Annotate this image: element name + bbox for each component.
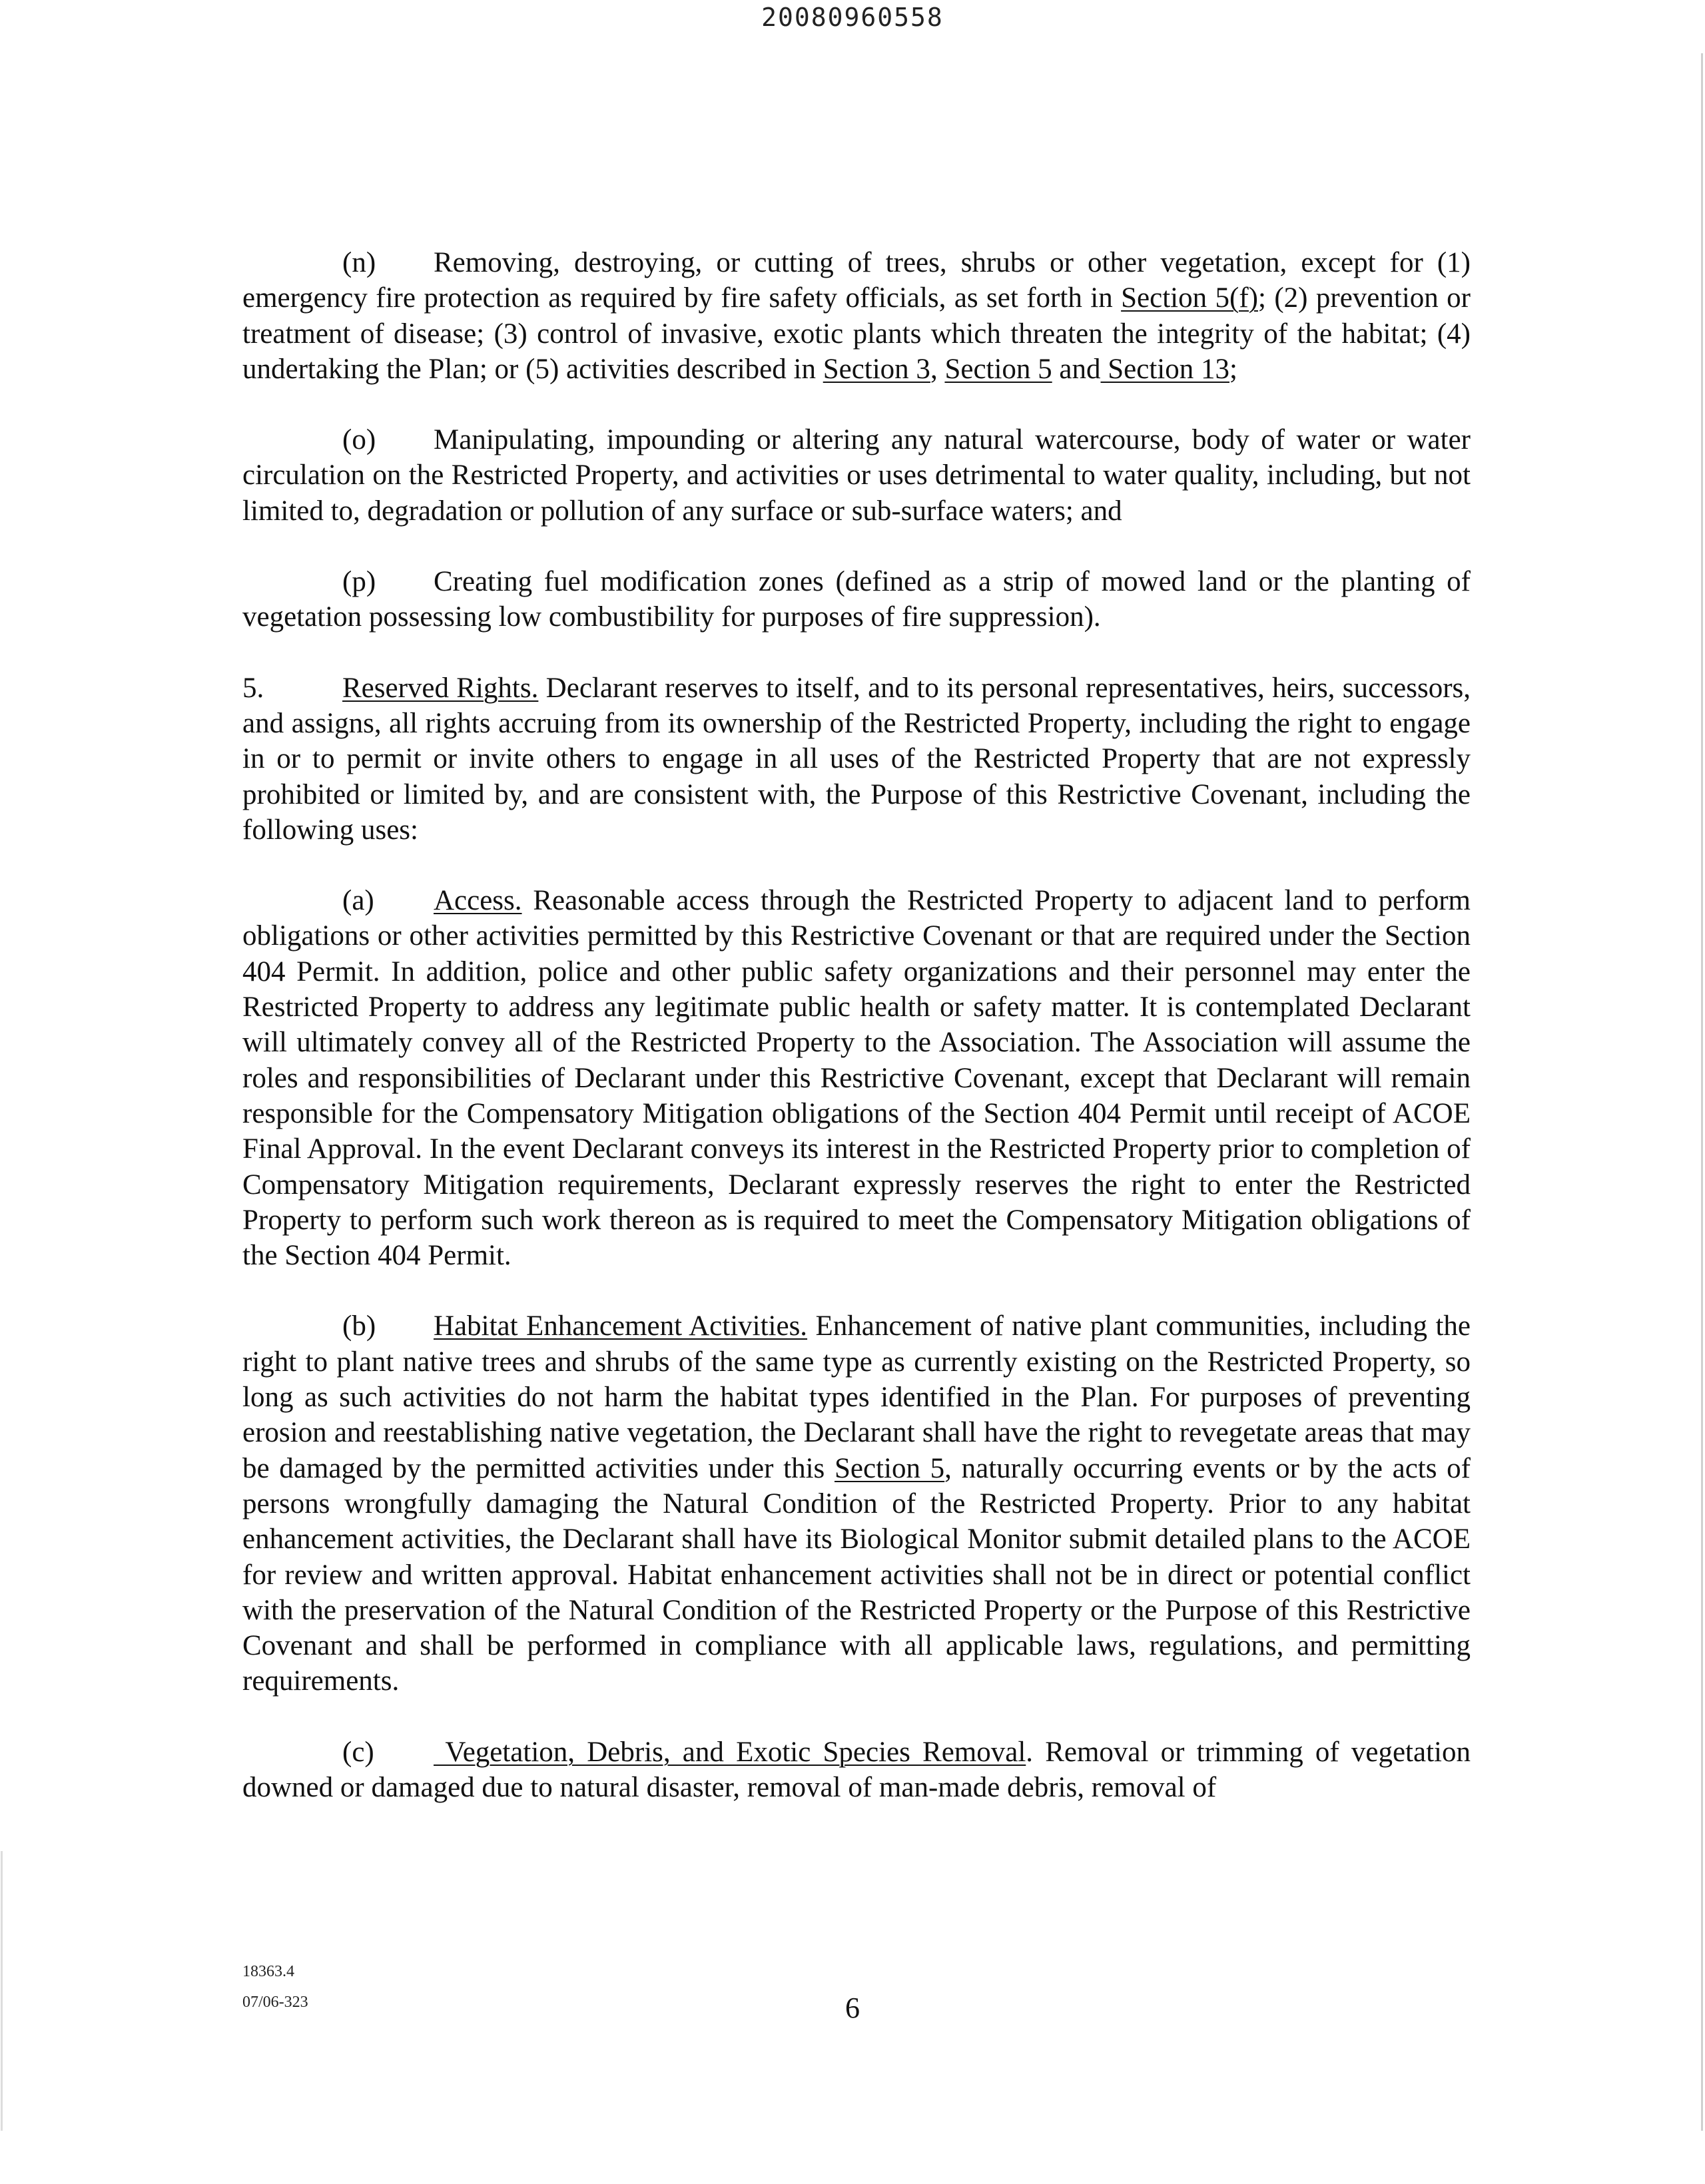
section-reference: Section 5: [834, 1452, 945, 1484]
footer-matter-code: 07/06-323: [242, 1994, 308, 2011]
page-number: 6: [845, 1992, 860, 2024]
section-reference: Section 5(f): [1121, 282, 1258, 314]
paragraph-label: (a): [342, 885, 374, 917]
section-number: 5.: [242, 672, 264, 704]
paragraph-o: [242, 422, 1471, 529]
scan-edge-line: [1701, 53, 1703, 2131]
paragraph-label: (p): [342, 566, 376, 598]
section-reference: Section 5: [944, 353, 1052, 385]
paragraph-text: ;: [1229, 353, 1237, 385]
paragraph-text: Declarant reserves to itself, and to its personal representatives, heirs, successors, and assigns, all rights accruing from its ownership of the Restricted Property, including the right to engage in or to permit or invite others to engage in all uses of the Restricted Property that are not expressly prohibited or limited by, and are consistent with, the Purpose of this Restrictive Covenant, including the following uses:: [242, 672, 1471, 846]
section-5: [242, 671, 1471, 848]
paragraph-text: Manipulating, impounding or altering any natural watercourse, body of water or water circulation on the Restricted Property, and activities or uses detrimental to water quality, including, but not limited to, degradation or pollution of any surface or sub-surface waters; and: [242, 424, 1471, 527]
paragraph-a: [242, 883, 1471, 1273]
paragraph-c: [242, 1735, 1471, 1806]
paragraph-n: [242, 245, 1471, 387]
section-reference: Section 13: [1100, 353, 1229, 385]
paragraph-text: Creating fuel modification zones (defined as a strip of mowed land or the planting of vegetation possessing low combustibility for purposes of fire suppression).: [242, 566, 1471, 633]
paragraph-text: and: [1052, 353, 1101, 385]
paragraph-label: (b): [342, 1310, 376, 1342]
document-body: [242, 245, 1471, 1805]
paragraph-text: ,: [930, 353, 945, 385]
paragraph-text: . Removal or trimming of vegetation downed or damaged due to natural disaster, removal of man-made debris, removal of: [242, 1736, 1471, 1803]
footer-document-code: 18363.4: [242, 1963, 294, 1980]
scan-edge-line-left: [1, 1851, 3, 2131]
paragraph-label: (o): [342, 424, 376, 456]
subsection-heading: Access.: [434, 885, 522, 917]
subsection-heading: Habitat Enhancement Activities.: [434, 1310, 808, 1342]
paragraph-label: (n): [342, 247, 376, 278]
section-heading: Reserved Rights.: [342, 672, 539, 704]
paragraph-text: Enhancement of native plant communities, including the right to plant native trees and shrubs of the same type as currently existing on the Restricted Property, so long as such activities do not harm the habitat types identified in the Plan. For purposes of preventing erosion and reestablishing native vegetation, the Declarant shall have the right to revegetate areas that may be damaged by the permitted activities under this: [242, 1310, 1471, 1484]
recording-number: 20080960558: [761, 3, 944, 32]
paragraph-text: , naturally occurring events or by the acts of persons wrongfully damaging the Natural Condition of the Restricted Property. Prior to any habitat enhancement activities, the Declarant shall have its Biological Monitor submit detailed plans to the ACOE for review and written approval. Habitat enhancement activities shall not be in direct or potential conflict with the preservation of the Natural Condition of the Restricted Property or the Purpose of this Restrictive Covenant and shall be performed in compliance with all applicable laws, regulations, and permitting requirements.: [242, 1452, 1471, 1697]
paragraph-text: Removing, destroying, or cutting of trees, shrubs or other vegetation, except for (1) emergency fire protection as required by fire safety officials, as set forth in: [242, 247, 1471, 314]
paragraph-text: Reasonable access through the Restricted Property to adjacent land to perform obligations or other activities permitted by this Restrictive Covenant or that are required under the Section 404 Permit. In addition, police and other public safety organizations and their personnel may enter the Restricted Property to address any legitimate public health or safety matter. It is contemplated Declarant will ultimately convey all of the Restricted Property to the Association. The Association will assume the roles and responsibilities of Declarant under this Restrictive Covenant, except that Declarant will remain responsible for the Compensatory Mitigation obligations of the Section 404 Permit until receipt of ACOE Final Approval. In the event Declarant conveys its interest in the Restricted Property prior to completion of Compensatory Mitigation requirements, Declarant expressly reserves the right to enter the Restricted Property to perform such work thereon as is required to meet the Compensatory Mitigation obligations of the Section 404 Permit.: [242, 885, 1471, 1272]
paragraph-b: [242, 1308, 1471, 1699]
section-reference: Section 3: [823, 353, 930, 385]
subsection-heading: Vegetation, Debris, and Exotic Species Removal: [434, 1736, 1026, 1768]
paragraph-text: ; (2) prevention or treatment of disease; (3) control of invasive, exotic plants which threaten the integrity of the habitat; (4) undertaking the Plan; or (5) activities described in: [242, 282, 1471, 385]
paragraph-label: (c): [342, 1736, 374, 1768]
paragraph-p: [242, 564, 1471, 635]
